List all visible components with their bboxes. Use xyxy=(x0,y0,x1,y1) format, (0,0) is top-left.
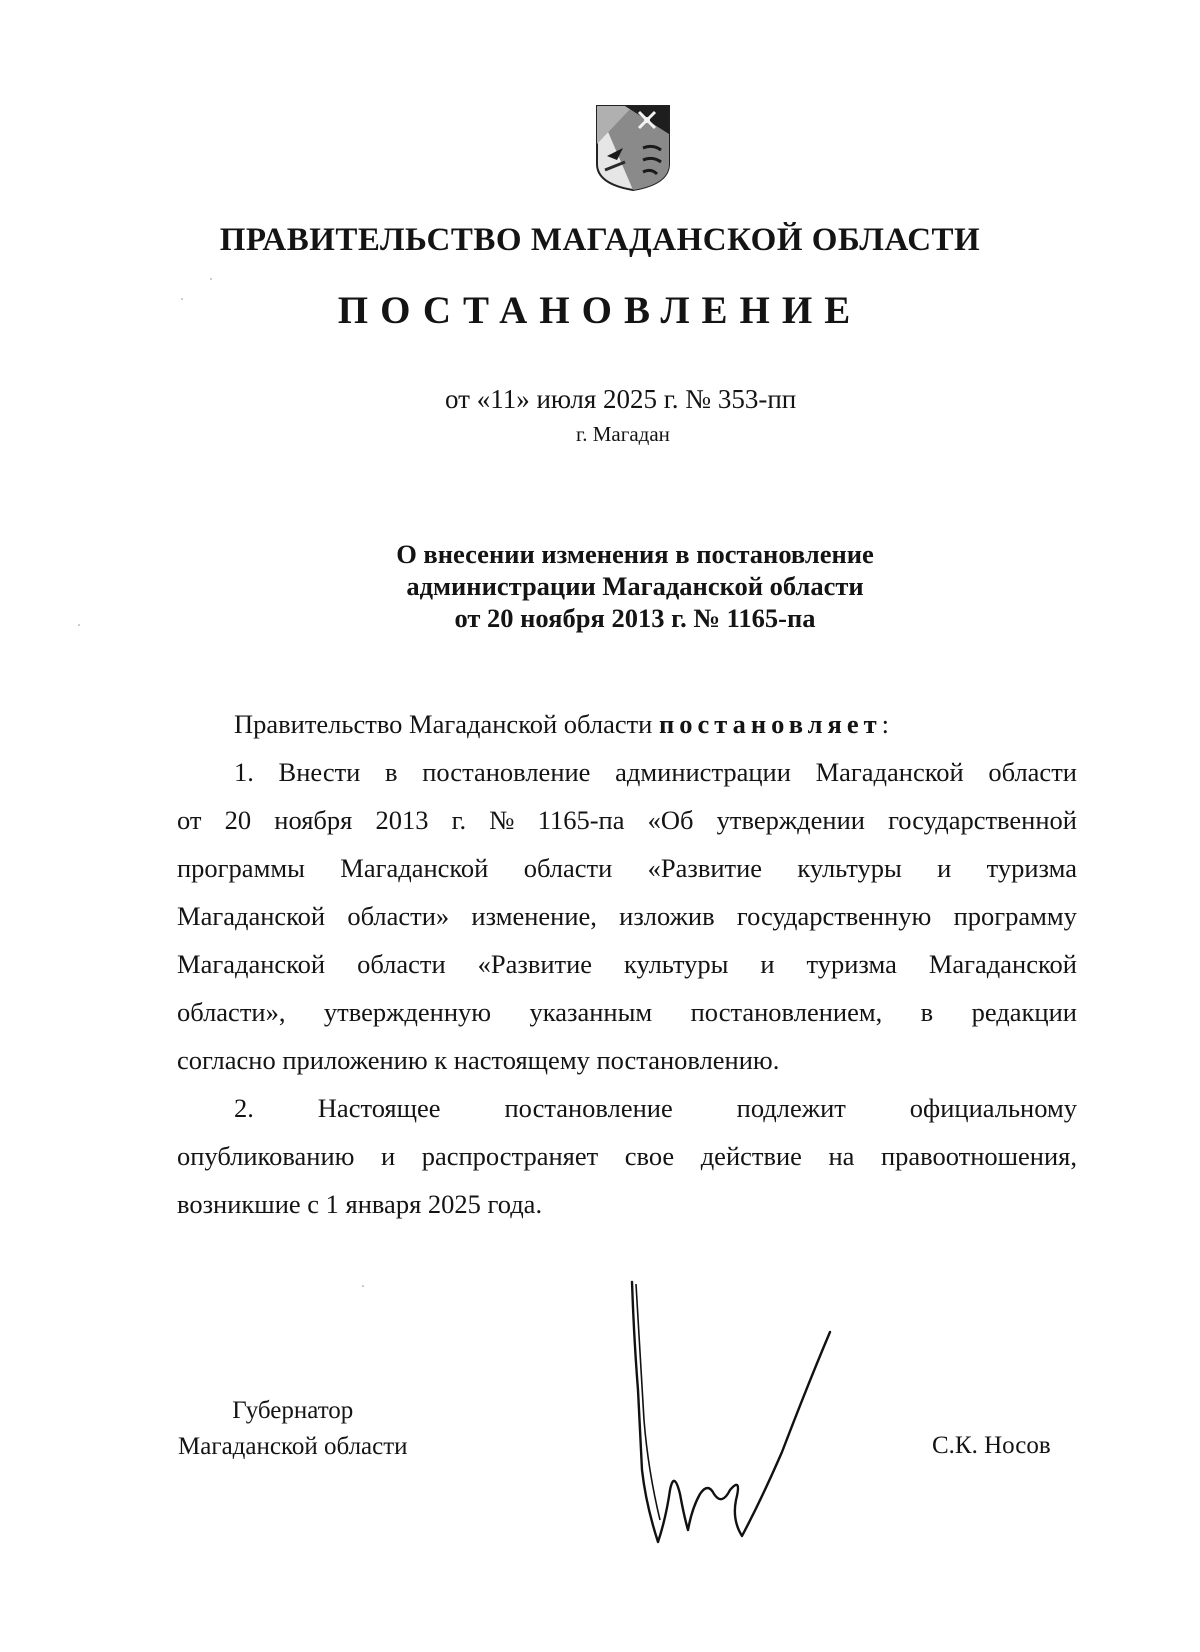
word: 1. xyxy=(234,757,254,787)
word: № xyxy=(489,805,515,835)
word: изложив xyxy=(619,901,715,931)
word: Магаданской xyxy=(340,853,489,883)
word: «Об xyxy=(647,805,694,835)
word: государственную xyxy=(736,901,932,931)
subject-line: О внесении изменения в постановление xyxy=(396,539,874,569)
word: области», xyxy=(177,997,286,1027)
subject-line: администрации Магаданской области xyxy=(406,571,864,601)
word: подлежит xyxy=(736,1093,846,1123)
word: редакции xyxy=(971,997,1077,1027)
word: г. xyxy=(451,805,467,835)
date-and-number: от «11» июля 2025 г. № 353-пп xyxy=(445,384,797,414)
word: Магаданской xyxy=(177,901,326,931)
word: туризма xyxy=(986,853,1077,883)
handwritten-signature xyxy=(630,1280,860,1550)
word: от xyxy=(177,805,202,835)
word: и xyxy=(760,949,775,979)
preamble-line xyxy=(177,700,1077,748)
word: Внести xyxy=(278,757,361,787)
word: области xyxy=(988,757,1077,787)
city-name: г. Магадан xyxy=(576,422,670,446)
scan-speck xyxy=(181,298,183,300)
word: администрации xyxy=(615,757,791,787)
justified-line xyxy=(177,892,1077,940)
justified-line xyxy=(177,796,1077,844)
paragraph-2 xyxy=(177,1084,1077,1180)
word: культуры xyxy=(624,949,729,979)
word: программу xyxy=(953,901,1077,931)
justified-line xyxy=(177,940,1077,988)
document-body xyxy=(177,700,1077,1228)
signatory-position xyxy=(178,1393,408,1465)
word: 2013 xyxy=(375,805,429,835)
word: постановление xyxy=(504,1093,673,1123)
word: и xyxy=(937,853,952,883)
justified-line xyxy=(177,1132,1077,1180)
signatory-position-line: Магаданской области xyxy=(178,1433,408,1460)
word: государственной xyxy=(888,805,1077,835)
paragraph-1 xyxy=(177,748,1077,1036)
word: ноября xyxy=(274,805,353,835)
word: в xyxy=(920,997,934,1027)
word: Настоящее xyxy=(317,1093,441,1123)
justified-line xyxy=(177,844,1077,892)
word: свое xyxy=(624,1141,675,1171)
word: 1165-па xyxy=(537,805,625,835)
preamble-verb: постановляет xyxy=(658,709,882,739)
word: «Развитие xyxy=(477,949,593,979)
word: изменение, xyxy=(471,901,597,931)
preamble-colon: : xyxy=(881,709,890,739)
word: Магаданской xyxy=(177,949,326,979)
word: действие xyxy=(700,1141,802,1171)
word: области» xyxy=(347,901,450,931)
scan-speck xyxy=(362,1285,364,1287)
word: культуры xyxy=(797,853,902,883)
word: 20 xyxy=(224,805,252,835)
document-subject xyxy=(0,538,1200,634)
word: постановлением, xyxy=(690,997,883,1027)
word: области xyxy=(357,949,446,979)
word: программы xyxy=(177,853,305,883)
word: распространяет xyxy=(421,1141,599,1171)
paragraph-2-last-line: возникшие с 1 января 2025 года. xyxy=(177,1189,543,1219)
scan-speck xyxy=(210,278,212,280)
justified-line xyxy=(177,988,1077,1036)
word: и xyxy=(380,1141,396,1171)
document-type-title: ПОСТАНОВЛЕНИЕ xyxy=(337,289,863,332)
scan-speck xyxy=(78,624,80,626)
word: правоотношения, xyxy=(880,1141,1077,1171)
organization-title: ПРАВИТЕЛЬСТВО МАГАДАНСКОЙ ОБЛАСТИ xyxy=(219,222,981,258)
paragraph-1-last-line: согласно приложению к настоящему постановлению. xyxy=(177,1045,780,1075)
word: указанным xyxy=(529,997,653,1027)
justified-line xyxy=(177,1084,1077,1132)
word: туризма xyxy=(806,949,897,979)
signer-name: С.К. Носов xyxy=(932,1432,1051,1459)
word: опубликованию xyxy=(177,1141,355,1171)
word: 2. xyxy=(234,1093,254,1123)
word: утвержденную xyxy=(323,997,492,1027)
word: утверждении xyxy=(716,805,865,835)
word: области xyxy=(523,853,613,883)
justified-line xyxy=(177,748,1077,796)
word: в xyxy=(385,757,398,787)
preamble-text: Правительство Магаданской области xyxy=(234,709,659,739)
word: на xyxy=(828,1141,855,1171)
word: Магаданской xyxy=(928,949,1077,979)
word: постановление xyxy=(422,757,591,787)
word: Магаданской xyxy=(815,757,964,787)
word: официальному xyxy=(909,1093,1077,1123)
subject-line: от 20 ноября 2013 г. № 1165-па xyxy=(454,603,816,633)
signatory-position-line: Губернатор xyxy=(232,1397,354,1424)
word: «Развитие xyxy=(647,853,763,883)
coat-of-arms-emblem xyxy=(595,104,671,192)
